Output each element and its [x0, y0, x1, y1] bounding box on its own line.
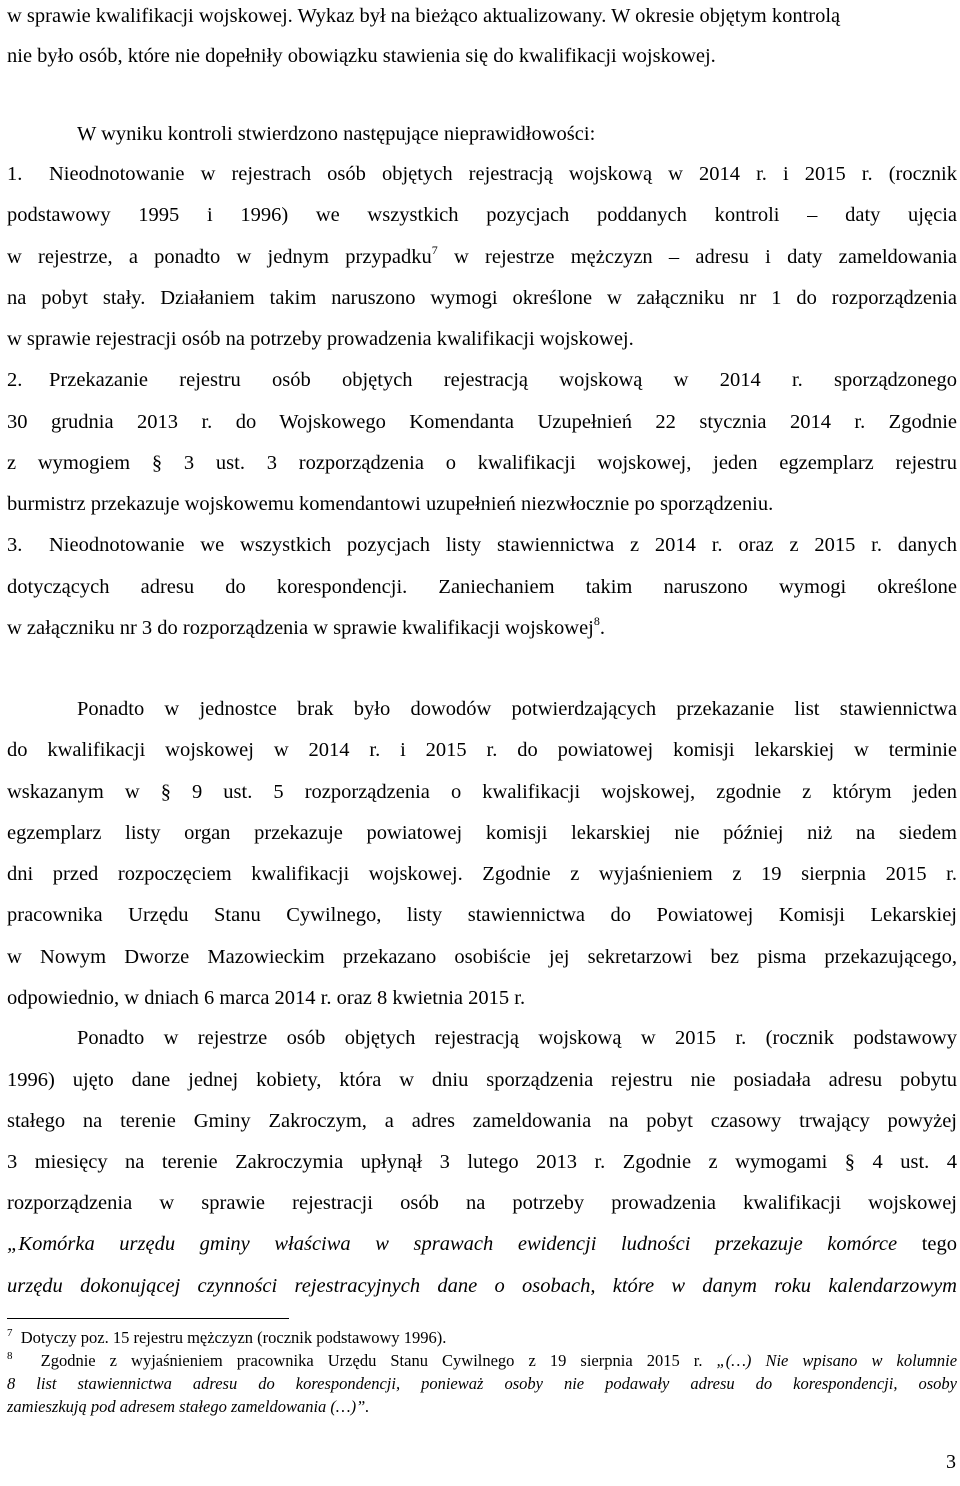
- list-number: 3.: [7, 534, 23, 556]
- paragraph-start: Ponadto w jednostce brak było dowodów potwierdzających przekazanie list stawiennictwa: [77, 698, 957, 720]
- text-line: 30 grudnia 2013 r. do Wojskowego Komendanta Uzupełnień 22 stycznia 2014 r. Zgodnie: [7, 411, 957, 433]
- text-line: na pobyt stały. Działaniem takim naruszono wymogi określone w załączniku nr 1 do rozporządzenia: [7, 287, 957, 309]
- list-number: 2.: [7, 369, 23, 391]
- list-item-1-line: 1. Nieodnotowanie w rejestrach osób objętych rejestracją wojskową w 2014 r. i 2015 r. (rocznik: [7, 163, 957, 185]
- text-line: podstawowy 1995 i 1996) we wszystkich pozycjach poddanych kontroli – daty ujęcia: [7, 204, 957, 226]
- footnote-mark: 7: [7, 1327, 13, 1339]
- footnote-8-cont: 8 list stawiennictwa adresu do korespondencji, ponieważ osoby nie podawały adresu do korespondencji, osoby: [7, 1374, 957, 1393]
- text-line: w załączniku nr 3 do rozporządzenia w sprawie kwalifikacji wojskowej$^8$.: [7, 614, 605, 639]
- list-item-3-line: 3. Nieodnotowanie we wszystkich pozycjach listy stawiennictwa z 2014 r. oraz z 2015 r. danych: [7, 534, 957, 556]
- text-line: 1996) ujęto dane jednej kobiety, która w dniu sporządzenia rejestru nie posiadała adresu pobytu: [7, 1069, 957, 1091]
- text-line: w sprawie rejestracji osób na potrzeby prowadzenia kwalifikacji wojskowej.: [7, 328, 634, 350]
- text-line: nie było osób, które nie dopełniły obowiązku stawienia się do kwalifikacji wojskowej.: [7, 45, 716, 67]
- page-number: 3: [946, 1451, 956, 1473]
- text-line: dni przed rozpoczęciem kwalifikacji wojskowej. Zgodnie z wyjaśnieniem z 19 sierpnia 2015 r.: [7, 863, 957, 885]
- text-line: egzemplarz listy organ przekazuje powiatowej komisji lekarskiej nie później niż na siedem: [7, 822, 957, 844]
- text-line: w Nowym Dworze Mazowieckim przekazano osobiście jej sekretarzowi bez pisma przekazującego,: [7, 946, 957, 968]
- text-line: burmistrz przekazuje wojskowemu komendantowi uzupełnień niezwłocznie po sporządzeniu.: [7, 493, 774, 515]
- footnote-mark: 8: [7, 1350, 13, 1362]
- text-line: rozporządzenia w sprawie rejestracji osób na potrzeby prowadzenia kwalifikacji wojskowej: [7, 1192, 957, 1214]
- list-number: 1.: [7, 163, 23, 185]
- text-line: W wyniku kontroli stwierdzono następujące nieprawidłowości:: [77, 123, 596, 145]
- footnote-ref-7[interactable]: 7: [431, 243, 438, 257]
- text-line: do kwalifikacji wojskowej w 2014 r. i 2015 r. do powiatowej komisji lekarskiej w terminie: [7, 739, 957, 761]
- footnote-separator: [7, 1318, 289, 1319]
- text-line: z wymogiem § 3 ust. 3 rozporządzenia o kwalifikacji wojskowej, jeden egzemplarz rejestru: [7, 452, 957, 474]
- quoted-text-line: „Komórka urzędu gminy właściwa w sprawach ewidencji ludności przekazuje komórce tego: [7, 1233, 958, 1255]
- text-line: stałego na terenie Gminy Zakroczym, a adres zameldowania na pobyt czasowy trwający powyżej: [7, 1110, 957, 1132]
- footnote-8: $^8$ Zgodnie z wyjaśnieniem pracownika Urzędu Stanu Cywilnego z 19 sierpnia 2015 r. „(…) Nie wpisano w kolumnie: [7, 1350, 958, 1370]
- text-line: pracownika Urzędu Stanu Cywilnego, listy stawiennictwa do Powiatowej Komisji Lekarskiej: [7, 904, 957, 926]
- text-line: w sprawie kwalifikacji wojskowej. Wykaz był na bieżąco aktualizowany. W okresie objętym kontrolą: [7, 5, 841, 27]
- text-line: wskazanym w § 9 ust. 5 rozporządzenia o kwalifikacji wojskowej, zgodnie z którym jeden: [7, 781, 957, 803]
- footnote-7: $^7$ Dotyczy poz. 15 rejestru mężczyzn (rocznik podstawowy 1996).: [7, 1327, 447, 1347]
- text-line: 3 miesięcy na terenie Zakroczymia upłynął 3 lutego 2013 r. Zgodnie z wymogami § 4 ust. 4: [7, 1151, 957, 1173]
- text-line: w rejestrze, a ponadto w jednym przypadku$^7$ w rejestrze mężczyzn – adresu i daty zameldowania: [7, 243, 958, 268]
- text-line: dotyczących adresu do korespondencji. Zaniechaniem takim naruszono wymogi określone: [7, 576, 957, 598]
- paragraph-start: Ponadto w rejestrze osób objętych rejestracją wojskową w 2015 r. (rocznik podstawowy: [77, 1027, 957, 1049]
- list-item-2-line: 2. Przekazanie rejestru osób objętych rejestracją wojskową w 2014 r. sporządzonego: [7, 369, 957, 391]
- quoted-text-line: urzędu dokonującej czynności rejestracyjnych dane o osobach, które w danym roku kalendarzowym: [7, 1275, 957, 1297]
- footnote-8-cont: zamieszkują pod adresem stałego zameldowania (…)”.: [7, 1397, 370, 1416]
- text-line: odpowiednio, w dniach 6 marca 2014 r. oraz 8 kwietnia 2015 r.: [7, 987, 526, 1009]
- footnote-ref-8[interactable]: 8: [593, 614, 600, 628]
